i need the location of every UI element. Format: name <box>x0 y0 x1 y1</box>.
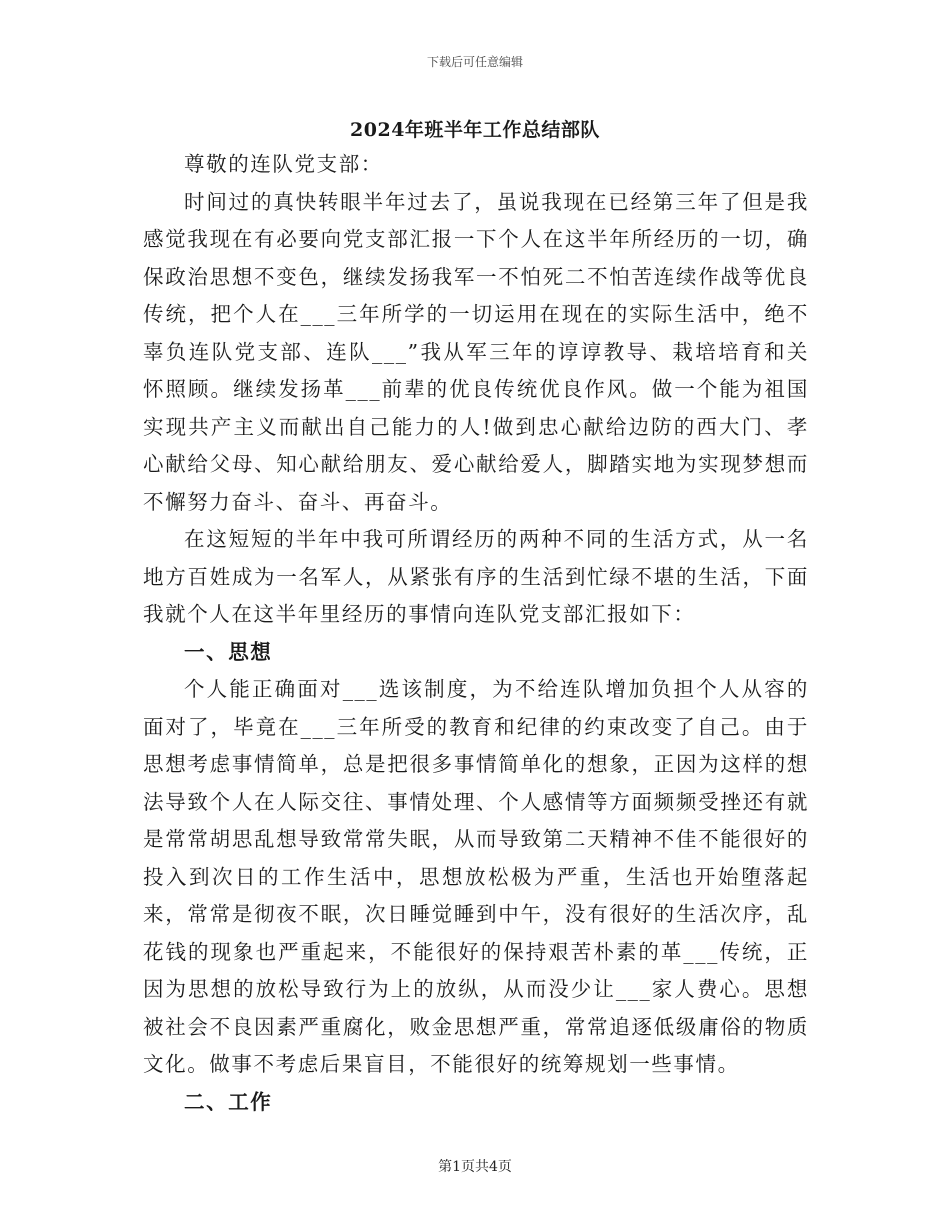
salutation: 尊敬的连队党支部： <box>184 152 383 176</box>
paragraph-thought: 个人能正确面对___选该制度，为不给连队增加负担个人从容的面对了，毕竟在___三年所受的教育和纪律的约束改变了自己。由于思想考虑事情简单，总是把很多事情简单化的想象，正因为这样的想法导致个人在人际交往、事情处理、个人感情等方面频频受挫还有就是常常胡思乱想导致常常失眠，从而导致第二天精神不佳不能很好的投入到次日的工作生活中，思想放松极为严重，生活也开始堕落起来，常常是彻夜不眠，次日睡觉睡到中午，没有很好的生活次序，乱花钱的现象也严重起来，不能很好的保持艰苦朴素的革___传统，正因为思想的放松导致行为上的放纵，从而没少让___家人费心。思想被社会不良因素严重腐化，败金思想严重，常常追逐低级庸俗的物质文化。做事不考虑后果盲目，不能很好的统筹规划一些事情。 <box>143 677 809 1076</box>
header-note: 下载后可任意编辑 <box>426 55 523 69</box>
paragraph-intro: 时间过的真快转眼半年过去了，虽说我现在已经第三年了但是我感觉我现在有必要向党支部汇报一下个人在这半年所经历的一切，确保政治思想不变色，继续发扬我军一不怕死二不怕苦连续作战等优良传统，把个人在___三年所学的一切运用在现在的实际生活中，绝不辜负连队党支部、连队___”我从军三年的谆谆教导、栽培培育和关怀照顾。继续发扬革___前辈的优良传统优良作风。做一个能为祖国实现共产主义而献出自己能力的人!做到忠心献给边防的西大门、孝心献给父母、知心献给朋友、爱心献给爱人，脚踏实地为实现梦想而不懈努力奋斗、奋斗、再奋斗。 <box>143 189 809 514</box>
page-footer: 第1页共4页 <box>438 1159 512 1175</box>
section-heading-thought: 一、思想 <box>184 639 273 664</box>
paragraph-overview: 在这短短的半年中我可所谓经历的两种不同的生活方式，从一名地方百姓成为一名军人，从紧张有序的生活到忙绿不堪的生活，下面我就个人在这半年里经历的事情向连队党支部汇报如下： <box>143 527 809 626</box>
document-title: 2024年班半年工作总结部队 <box>350 119 600 141</box>
section-heading-work: 二、工作 <box>184 1089 273 1114</box>
document-body <box>143 146 809 1121</box>
